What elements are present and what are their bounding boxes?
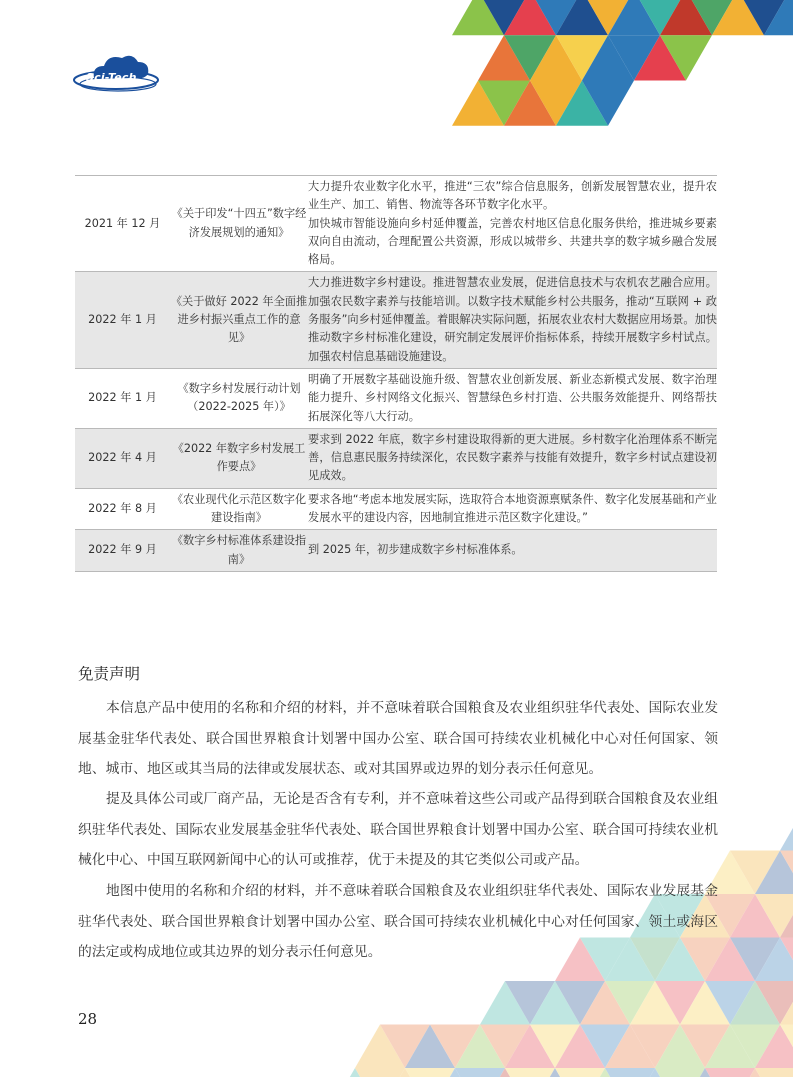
- table-row: [75, 368, 717, 428]
- disclaimer-paragraph: 地图中使用的名称和介绍的材料，并不意味着联合国粮食及农业组织驻华代表处、国际农业发展基金驻华代表处、联合国世界粮食计划署中国办公室、联合国可持续农业机械化中心对任何国家、领土或海区的法定或构成地位或其边界的划分表示任何意见。: [78, 883, 718, 960]
- document-cell: 《关于印发“十四五”数字经济发展规划的通知》: [171, 207, 307, 239]
- disclaimer-paragraph: 本信息产品中使用的名称和介绍的材料，并不意味着联合国粮食及农业组织驻华代表处、国际农业发展基金驻华代表处、联合国世界粮食计划署中国办公室、联合国可持续农业机械化中心对任何国家、领地、城市、地区或其当局的法律或发展状态、或对其国界或边界的划分表示任何意见。: [78, 700, 718, 777]
- date-cell: 2022 年 4 月: [88, 451, 157, 465]
- content-cell: 要求到 2022 年底，数字乡村建设取得新的更大进展。乡村数字化治理体系不断完善，信息惠民服务持续深化，农民数字素养与技能有效提升，数字乡村试点建设初见成效。: [308, 432, 717, 483]
- date-cell: 2022 年 1 月: [88, 391, 157, 405]
- content-cell: 明确了开展数字基础设施升级、智慧农业创新发展、新业态新模式发展、数字治理能力提升、乡村网络文化振兴、智慧绿色乡村打造、公共服务效能提升、网络帮扶拓展深化等八大行动。: [308, 372, 717, 423]
- table-row: [75, 428, 717, 488]
- policy-table-body: [75, 176, 717, 572]
- disclaimer-paragraph: 提及具体公司或厂商产品，无论是否含有专利，并不意味着这些公司或产品得到联合国粮食及农业组织驻华代表处、国际农业发展基金驻华代表处、联合国世界粮食计划署中国办公室、联合国可持续农业机械化中心、中国互联网新闻中心的认可或推荐，优于未提及的其它类似公司或产品。: [78, 791, 718, 868]
- decor-triangle: [655, 1068, 705, 1077]
- logo-text: Sci-Tech: [86, 71, 137, 84]
- page-number: 28: [78, 1010, 98, 1028]
- policy-table: [75, 175, 717, 572]
- document-cell: 《2022 年数字乡村发展工作要点》: [172, 442, 306, 474]
- content-cell: 大力推进数字乡村建设。推进智慧农业发展，促进信息技术与农机农艺融合应用。加强农民数字素养与技能培训。以数字技术赋能乡村公共服务，推动“互联网 + 政务服务”向乡村延伸覆盖。着眼解决实际问题，拓展农业农村大数据应用场景。加快推动数字乡村标准化建设，研究制定发展评价指标体系，持续开展数字乡村试点。加强农村信息基础设施建设。: [308, 276, 717, 363]
- date-cell: 2022 年 9 月: [88, 543, 157, 557]
- decor-triangle: [455, 1068, 505, 1077]
- table-row: [75, 488, 717, 530]
- disclaimer-title: 免责声明: [78, 665, 141, 683]
- table-row: [75, 176, 717, 272]
- content-cell: 大力提升农业数字化水平，推进“三农”综合信息服务，创新发展智慧农业，提升农业生产、加工、销售、物流等各环节数字化水平。 加快城市智能设施向乡村延伸覆盖，完善农村地区信息化服务供给，推进城乡要素双向自由流动，合理配置公共资源，形成以城带乡、共建共享的数字城乡融合发展格局。: [308, 180, 717, 267]
- table-row: [75, 272, 717, 368]
- decor-triangle: [780, 807, 793, 851]
- decor-triangle: [755, 1068, 793, 1077]
- content-cell: 到 2025 年，初步建成数字乡村标准体系。: [308, 543, 523, 557]
- table-row: [75, 530, 717, 572]
- decor-triangle: [605, 1068, 655, 1077]
- date-cell: 2022 年 8 月: [88, 501, 157, 515]
- decor-triangle: [555, 1068, 605, 1077]
- decor-triangle: [705, 1068, 755, 1077]
- decor-triangle: [405, 1068, 455, 1077]
- date-cell: 2021 年 12 月: [84, 216, 161, 230]
- decor-triangle: [505, 1068, 555, 1077]
- document-cell: 《数字乡村标准体系建设指南》: [171, 534, 307, 566]
- document-cell: 《关于做好 2022 年全面推进乡村振兴重点工作的意见》: [170, 294, 308, 345]
- triangle-pattern-top: [400, 0, 793, 180]
- document-cell: 《数字乡村发展行动计划（2022-2025 年）》: [177, 382, 301, 414]
- date-cell: 2022 年 1 月: [88, 313, 157, 327]
- document-cell: 《农业现代化示范区数字化建设指南》: [171, 492, 307, 525]
- decor-triangle: [355, 1068, 405, 1077]
- content-cell: 要求各地“考虑本地发展实际，选取符合本地资源禀赋条件、数字化发展基础和产业发展水平的建设内容，因地制宜推进示范区数字化建设。”: [308, 492, 717, 525]
